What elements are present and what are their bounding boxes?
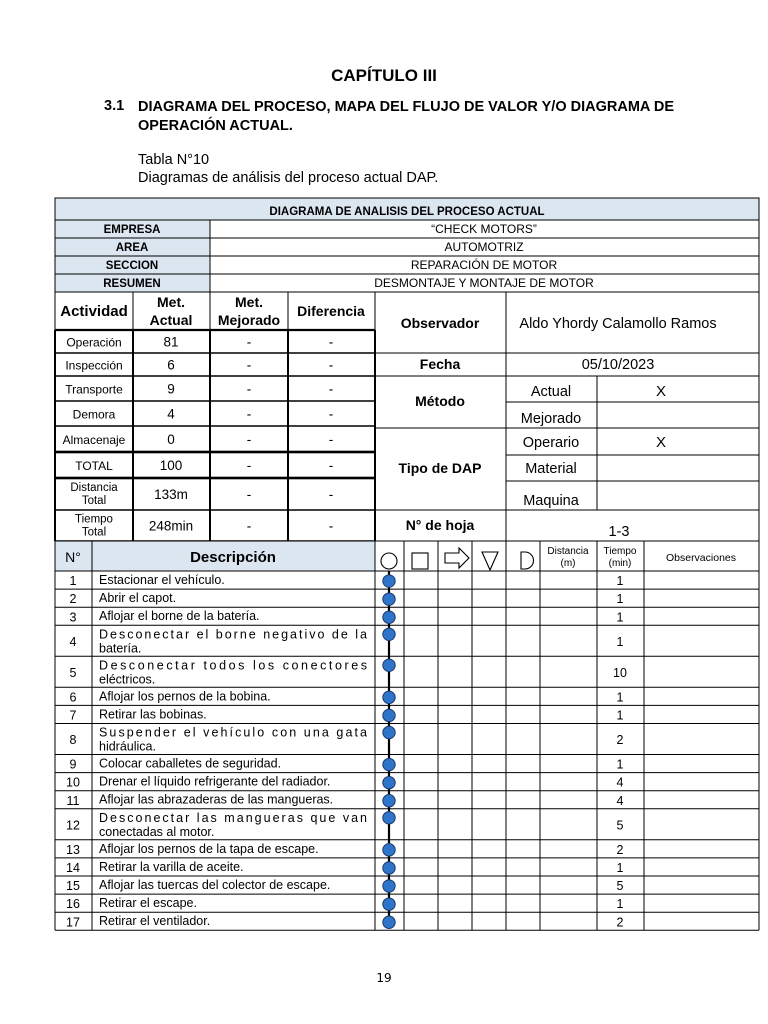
operation-marker — [383, 709, 395, 721]
row-description: Desconectar las mangueras que van — [99, 810, 367, 825]
section-title: DIAGRAMA DEL PROCESO, MAPA DEL FLUJO DE VALOR Y/O DIAGRAMA DE OPERACIÓN ACTUAL. — [138, 99, 674, 134]
summary-actual: 100 — [159, 458, 183, 473]
operation-marker — [383, 844, 395, 856]
observer-value: Aldo Yhordy Calamollo Ramos — [519, 316, 717, 332]
summary-diff: - — [328, 518, 334, 534]
row-number: 17 — [66, 915, 80, 930]
row-description: batería. — [99, 641, 142, 656]
summary-header-improved: Met. — [235, 294, 263, 310]
row-time: 4 — [616, 793, 624, 808]
page-number: 19 — [376, 971, 392, 985]
summary-diff: - — [328, 381, 334, 397]
row-number: 5 — [69, 665, 77, 680]
row-time: 1 — [616, 634, 624, 649]
row-description: Suspender el vehículo con una gata — [99, 725, 367, 740]
sheet-label: N° de hoja — [405, 517, 475, 533]
row-time: 4 — [616, 775, 624, 790]
sheet-value: 1-3 — [608, 524, 630, 540]
detail-header-description: Descripción — [190, 549, 276, 566]
dap-option: Material — [525, 461, 577, 477]
summary-activity: Total — [81, 526, 107, 539]
row-number: 9 — [69, 757, 77, 772]
row-time: 1 — [616, 860, 624, 875]
operation-marker — [383, 726, 395, 738]
dap-label: Tipo de DAP — [398, 460, 482, 476]
row-description: Retirar las bobinas. — [99, 707, 207, 722]
summary-activity: Operación — [66, 335, 122, 350]
operation-marker — [383, 628, 395, 640]
summary-diff: - — [328, 334, 334, 350]
inspection-square-icon — [412, 553, 428, 569]
detail-header-distance: (m) — [560, 558, 576, 569]
row-description: Retirar el escape. — [99, 896, 197, 911]
info-label: AREA — [115, 242, 149, 254]
method-option: Actual — [530, 384, 572, 400]
row-time: 2 — [616, 915, 624, 930]
row-description: Desconectar el borne negativo de la — [99, 627, 367, 642]
summary-activity: Transporte — [65, 382, 123, 397]
operation-circle-icon — [381, 553, 397, 569]
table-caption: Diagramas de análisis del proceso actual DAP. — [138, 170, 439, 186]
method-mark: X — [655, 383, 667, 400]
info-value: DESMONTAJE Y MONTAJE DE MOTOR — [374, 276, 594, 290]
section-number: 3.1 — [104, 98, 125, 114]
row-description: Aflojar las abrazaderas de las mangueras. — [99, 792, 334, 807]
summary-actual: 9 — [167, 381, 175, 397]
info-value: REPARACIÓN DE MOTOR — [410, 258, 558, 272]
row-number: 15 — [66, 879, 80, 894]
detail-header-num: N° — [65, 549, 81, 565]
row-number: 2 — [69, 592, 77, 607]
operation-marker — [383, 691, 395, 703]
row-description: hidráulica. — [99, 739, 156, 754]
row-number: 12 — [66, 818, 80, 833]
detail-header-time: Tiempo — [603, 546, 637, 557]
detail-header-notes: Observaciones — [665, 552, 737, 564]
row-time: 1 — [616, 610, 624, 625]
row-description: Estacionar el vehículo. — [99, 573, 225, 587]
table-title: DIAGRAMA DE ANALISIS DEL PROCESO ACTUAL — [269, 206, 545, 218]
summary-header-diff: Diferencia — [297, 303, 365, 319]
summary-header-activity: Actividad — [60, 303, 128, 320]
row-description: Aflojar el borne de la batería. — [99, 609, 260, 624]
summary-improved: - — [246, 334, 252, 350]
row-description: Aflojar las tuercas del colector de escape. — [99, 878, 331, 892]
summary-improved: - — [246, 381, 252, 397]
summary-activity: Distancia — [70, 482, 118, 494]
row-time: 2 — [616, 733, 624, 747]
detail-header-time: (min) — [608, 558, 632, 569]
row-number: 7 — [69, 708, 77, 723]
chapter-title: CAPÍTULO III — [331, 66, 437, 85]
observer-label: Observador — [400, 315, 480, 331]
summary-diff: - — [328, 487, 334, 502]
dap-option: Maquina — [523, 493, 579, 509]
summary-activity: Demora — [72, 407, 116, 422]
storage-triangle-icon — [482, 552, 498, 570]
summary-improved: - — [246, 458, 252, 473]
row-time: 2 — [616, 842, 624, 857]
summary-diff: - — [328, 357, 334, 373]
summary-actual: 133m — [154, 487, 188, 502]
summary-activity: Inspección — [65, 358, 123, 373]
row-number: 11 — [66, 793, 80, 808]
dap-option: Operario — [522, 435, 580, 451]
info-label: SECCION — [105, 260, 159, 272]
row-description: Aflojar los pernos de la tapa de escape. — [99, 841, 319, 856]
row-number: 10 — [66, 775, 80, 790]
transport-arrow-icon — [445, 548, 469, 568]
operation-marker — [383, 812, 395, 824]
summary-actual: 4 — [167, 406, 175, 422]
operation-marker — [383, 776, 395, 788]
row-description: Drenar el líquido refrigerante del radiador. — [99, 774, 331, 789]
summary-diff: - — [328, 406, 334, 422]
row-number: 8 — [69, 733, 77, 747]
info-value: “CHECK MOTORS” — [431, 222, 537, 236]
summary-improved: - — [246, 432, 252, 447]
summary-actual: 0 — [167, 432, 175, 447]
operation-marker — [383, 862, 395, 874]
row-description: Retirar la varilla de aceite. — [99, 859, 244, 874]
summary-improved: - — [246, 357, 252, 373]
row-number: 16 — [66, 897, 80, 912]
summary-actual: 81 — [163, 334, 179, 350]
row-number: 4 — [69, 634, 77, 649]
operation-marker — [383, 659, 395, 671]
row-number: 1 — [69, 574, 77, 589]
summary-improved: - — [246, 406, 252, 422]
row-number: 14 — [66, 860, 80, 875]
info-label: EMPRESA — [103, 224, 161, 236]
row-description: Colocar caballetes de seguridad. — [99, 756, 282, 771]
method-label: Método — [415, 393, 465, 409]
operation-marker — [383, 795, 395, 807]
summary-improved: - — [246, 518, 252, 534]
row-number: 3 — [69, 610, 77, 625]
operation-marker — [383, 916, 395, 928]
table-label: Tabla N°10 — [138, 152, 210, 168]
summary-actual: 248min — [148, 518, 194, 534]
row-description: eléctricos. — [99, 672, 156, 687]
operation-marker — [383, 898, 395, 910]
operation-marker — [383, 880, 395, 892]
row-time: 1 — [616, 690, 624, 705]
date-value: 05/10/2023 — [581, 357, 655, 373]
row-description: Retirar el ventilador. — [99, 914, 211, 929]
row-number: 6 — [69, 690, 77, 705]
row-description: Desconectar todos los conectores — [99, 658, 367, 673]
summary-actual: 6 — [167, 357, 175, 373]
summary-activity: TOTAL — [75, 459, 113, 473]
row-time: 10 — [613, 665, 627, 680]
summary-header-improved: Mejorado — [217, 312, 281, 328]
row-description: Abrir el capot. — [99, 591, 177, 606]
delay-d-icon — [521, 552, 534, 569]
row-time: 1 — [616, 574, 624, 589]
row-time: 1 — [616, 897, 624, 912]
operation-marker — [383, 575, 395, 587]
row-time: 1 — [616, 708, 624, 723]
summary-activity: Almacenaje — [62, 433, 126, 447]
method-option: Mejorado — [520, 411, 582, 427]
row-description: conectadas al motor. — [99, 824, 215, 839]
date-label: Fecha — [419, 356, 461, 372]
summary-header-actual: Actual — [149, 312, 193, 328]
operation-marker — [383, 593, 395, 605]
info-value: AUTOMOTRIZ — [444, 240, 524, 254]
info-label: RESUMEN — [103, 278, 161, 290]
summary-diff: - — [328, 458, 334, 473]
summary-activity: Tiempo — [75, 513, 113, 526]
detail-header-distance: Distancia — [547, 546, 589, 557]
row-time: 1 — [616, 592, 624, 607]
row-time: 5 — [616, 879, 624, 894]
operation-marker — [383, 758, 395, 770]
summary-improved: - — [246, 487, 252, 502]
row-time: 1 — [616, 757, 624, 772]
row-number: 13 — [66, 842, 80, 857]
row-time: 5 — [616, 818, 624, 833]
summary-header-actual: Met. — [157, 294, 185, 310]
operation-marker — [383, 611, 395, 623]
summary-diff: - — [328, 432, 334, 447]
summary-activity: Total — [81, 495, 107, 507]
row-description: Aflojar los pernos de la bobina. — [99, 689, 271, 704]
dap-mark: X — [655, 434, 667, 451]
